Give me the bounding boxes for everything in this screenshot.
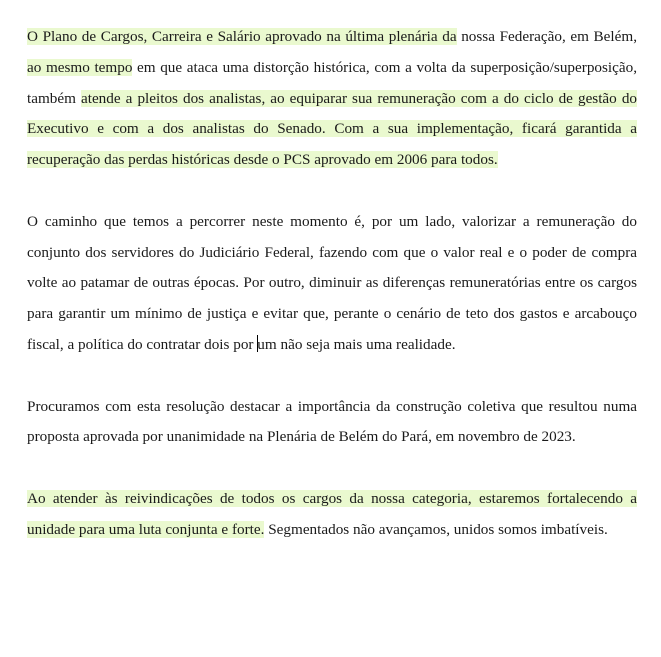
highlighted-text: atende a pleitos dos analistas, ao equiparar sua remuneração com a do ciclo de gestão do Executivo e com a dos analistas do Senado. Com a sua implementação, ficará garantida a recuperação das perdas históricas desde o PCS aprovado em 2006 para todos.: [27, 89, 638, 169]
text-segment: um não seja mais uma realidade.: [257, 335, 456, 353]
text-segment: Segmentados não avançamos, unidos somos imbatíveis.: [264, 520, 608, 538]
text-segment: Procuramos com esta resolução destacar a importância da construção coletiva que resultou numa proposta aprovada por unanimidade na Plenária de Belém do Pará, em novembro de 2023.: [27, 397, 637, 446]
paragraph-resolution: [27, 392, 637, 454]
text-segment: O caminho que temos a percorrer neste momento é, por um lado, valorizar a remuneração do conjunto dos servidores do Judiciário Federal, fazendo com que o valor real e o poder de compra volte ao patamar de outras épocas. Por outro, diminuir as diferenças remuneratórias entre os cargos para garantir um mínimo de justiça e evitar que, perante o cenário de teto dos gastos e arcabouço fiscal, a política do contratar dois por: [27, 212, 637, 353]
text-segment: nossa Federação, em Belém,: [456, 28, 637, 45]
highlighted-text: O Plano de Cargos, Carreira e Salário aprovado na última plenária da: [27, 28, 457, 45]
text-segment: em que ataca uma distorção histórica, com a volta da superposição/superposição, também: [27, 58, 638, 107]
paragraph-unity: [27, 484, 637, 546]
highlighted-text: ao mesmo tempo: [27, 58, 133, 76]
paragraph-path-forward: [27, 207, 637, 361]
document-body[interactable]: [27, 22, 637, 546]
paragraph-pcs-plan: [27, 22, 637, 176]
highlighted-text: Ao atender às reivindicações de todos os cargos da nossa categoria, estaremos fortalecendo a unidade para uma luta conjunta e forte.: [27, 489, 637, 538]
